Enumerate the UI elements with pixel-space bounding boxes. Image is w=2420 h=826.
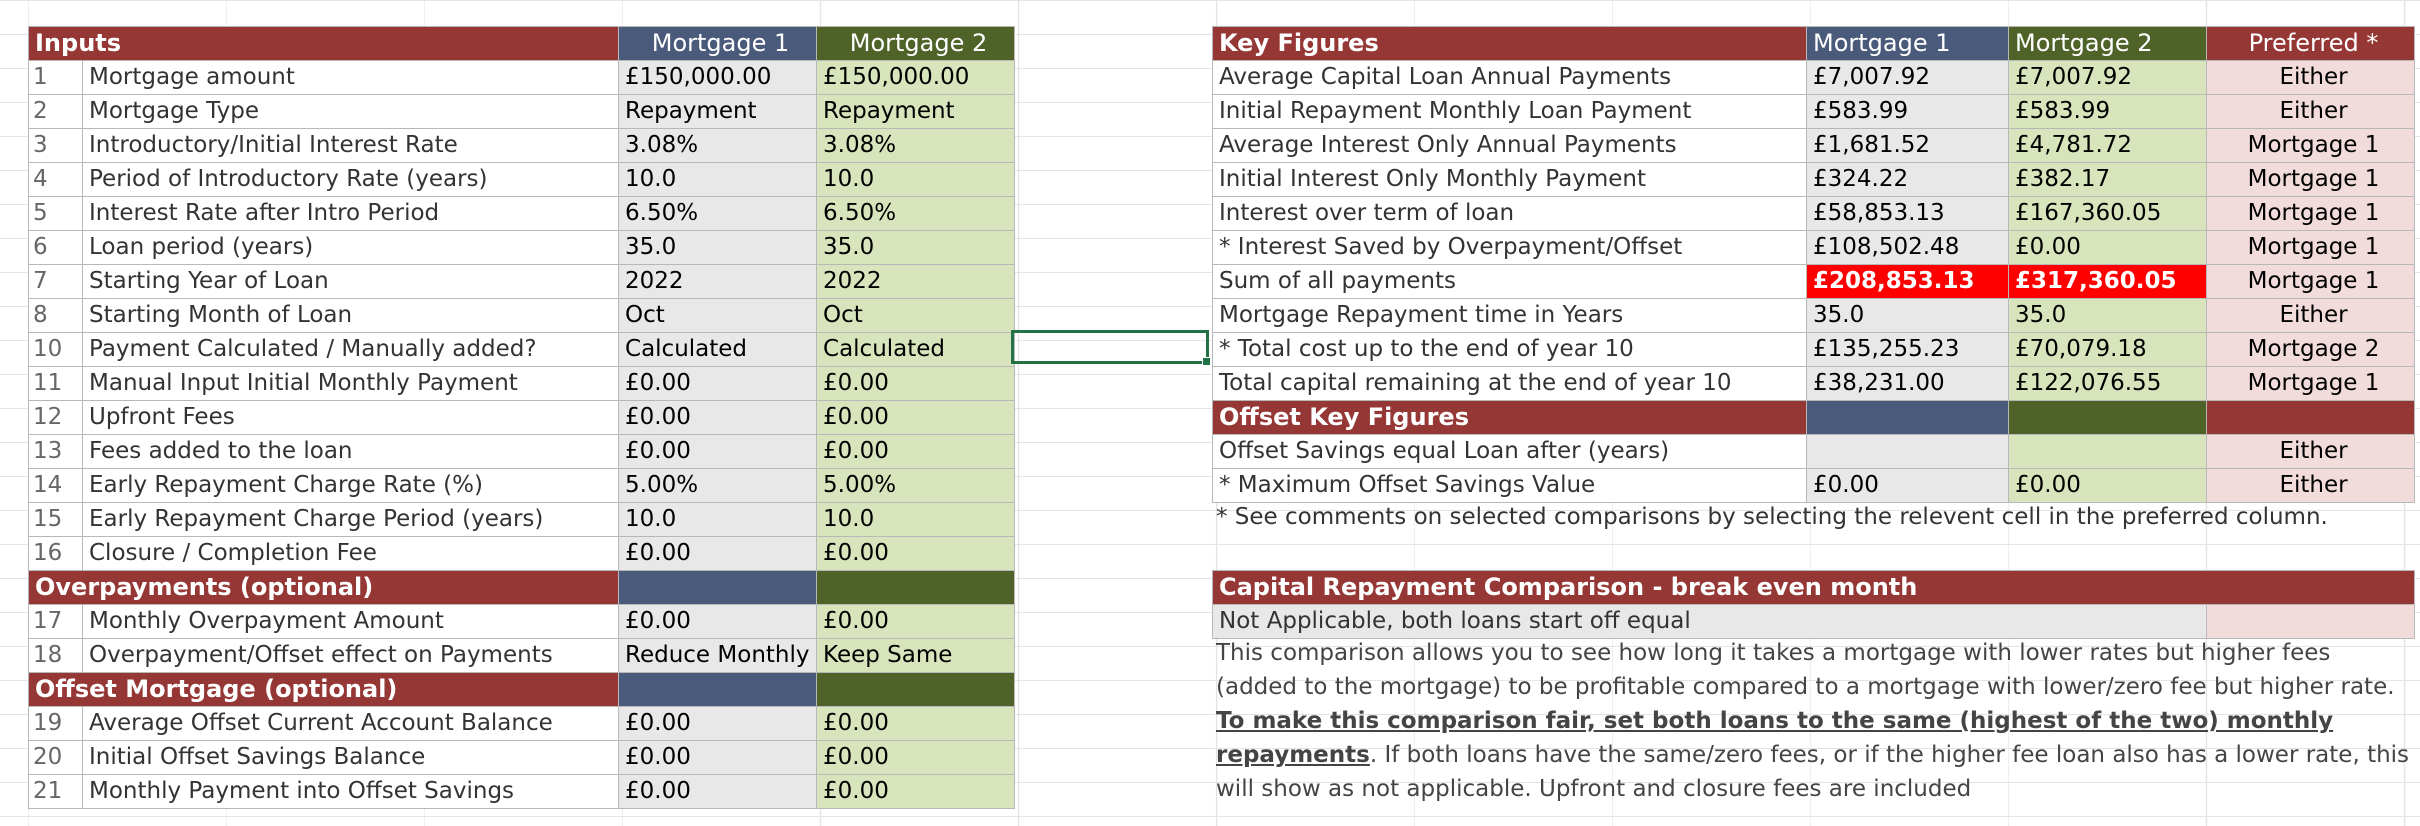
row-number: 1: [29, 61, 83, 95]
selected-cell-cursor[interactable]: [1011, 330, 1209, 364]
mortgage2-value[interactable]: 5.00%: [817, 469, 1015, 503]
row-number: 11: [29, 367, 83, 401]
input-row: [29, 775, 1015, 809]
preferred-value[interactable]: Either: [2207, 61, 2415, 95]
row-label: Early Repayment Charge Period (years): [83, 503, 619, 537]
input-row: [29, 299, 1015, 333]
key-figure-label: * Total cost up to the end of year 10: [1213, 333, 1807, 367]
mortgage1-value[interactable]: £583.99: [1807, 95, 2009, 129]
mortgage2-value[interactable]: Oct: [817, 299, 1015, 333]
description-text-1: This comparison allows you to see how long it takes a mortgage with lower rates but higher fees (added to the mortgage) to be profitable compared to a mortgage with lower/zero fee but higher rate.: [1216, 640, 2395, 700]
offset-mortgage-title: Offset Mortgage (optional): [29, 673, 619, 707]
key-figure-row: [1213, 197, 2415, 231]
row-label: Mortgage Type: [83, 95, 619, 129]
mortgage2-value[interactable]: Calculated: [817, 333, 1015, 367]
row-label: Overpayment/Offset effect on Payments: [83, 639, 619, 673]
preferred-value[interactable]: Either: [2207, 435, 2415, 469]
key-figure-row: [1213, 299, 2415, 333]
key-figure-row: [1213, 95, 2415, 129]
key-figure-row: [1213, 231, 2415, 265]
row-label: Monthly Overpayment Amount: [83, 605, 619, 639]
mortgage2-value[interactable]: 2022: [817, 265, 1015, 299]
row-label: Monthly Payment into Offset Savings: [83, 775, 619, 809]
mortgage2-value[interactable]: Keep Same: [817, 639, 1015, 673]
preferred-value[interactable]: Either: [2207, 299, 2415, 333]
key-figure-label: Mortgage Repayment time in Years: [1213, 299, 1807, 333]
mortgage1-value[interactable]: £0.00: [619, 367, 817, 401]
row-label: Mortgage amount: [83, 61, 619, 95]
capital-comparison-header-row: [1213, 571, 2415, 605]
mortgage1-value[interactable]: 3.08%: [619, 129, 817, 163]
key-figure-row: [1213, 61, 2415, 95]
mortgage1-value[interactable]: £0.00: [1807, 469, 2009, 503]
row-number: 21: [29, 775, 83, 809]
input-row: [29, 503, 1015, 537]
input-row: [29, 367, 1015, 401]
capital-comparison-title: Capital Repayment Comparison - break even month: [1213, 571, 2415, 605]
key-figure-label: Average Capital Loan Annual Payments: [1213, 61, 1807, 95]
inputs-mortgage1-header[interactable]: Mortgage 1: [619, 27, 817, 61]
mortgage2-value[interactable]: £0.00: [817, 401, 1015, 435]
fill-handle[interactable]: [1202, 357, 1211, 366]
mortgage2-value[interactable]: £382.17: [2009, 163, 2207, 197]
mortgage1-value[interactable]: £7,007.92: [1807, 61, 2009, 95]
row-label: Initial Offset Savings Balance: [83, 741, 619, 775]
mortgage2-value[interactable]: £583.99: [2009, 95, 2207, 129]
mortgage1-value[interactable]: 35.0: [1807, 299, 2009, 333]
input-row: [29, 61, 1015, 95]
key-figures-header-row: [1213, 27, 2415, 61]
mortgage2-value[interactable]: 35.0: [817, 231, 1015, 265]
inputs-mortgage2-header[interactable]: Mortgage 2: [817, 27, 1015, 61]
row-label: Upfront Fees: [83, 401, 619, 435]
key-figure-label: Sum of all payments: [1213, 265, 1807, 299]
row-label: Period of Introductory Rate (years): [83, 163, 619, 197]
row-number: 6: [29, 231, 83, 265]
key-figures-body: [1213, 27, 2415, 503]
mortgage2-value[interactable]: £0.00: [2009, 469, 2207, 503]
offset-mortgage-mortgage1-header: [619, 673, 817, 707]
mortgage2-value[interactable]: 35.0: [2009, 299, 2207, 333]
preferred-value[interactable]: Mortgage 1: [2207, 163, 2415, 197]
inputs-table: [28, 26, 1015, 809]
mortgage1-value[interactable]: £150,000.00: [619, 61, 817, 95]
mortgage1-value[interactable]: Oct: [619, 299, 817, 333]
mortgage1-value[interactable]: 6.50%: [619, 197, 817, 231]
row-label: Payment Calculated / Manually added?: [83, 333, 619, 367]
mortgage2-value[interactable]: £70,079.18: [2009, 333, 2207, 367]
preferred-value[interactable]: Either: [2207, 95, 2415, 129]
key-figure-label: Average Interest Only Annual Payments: [1213, 129, 1807, 163]
key-figure-row: [1213, 469, 2415, 503]
mortgage1-value[interactable]: £324.22: [1807, 163, 2009, 197]
row-number: 14: [29, 469, 83, 503]
overpayments-header-row: [29, 571, 1015, 605]
mortgage2-value[interactable]: £4,781.72: [2009, 129, 2207, 163]
mortgage2-value[interactable]: 6.50%: [817, 197, 1015, 231]
key-figure-label: Interest over term of loan: [1213, 197, 1807, 231]
input-row: [29, 401, 1015, 435]
description-bold-text: To make this comparison fair, set both loans to the same (highest of the two) monthly repayments: [1216, 708, 2334, 768]
mortgage2-value[interactable]: £0.00: [817, 775, 1015, 809]
row-label: Introductory/Initial Interest Rate: [83, 129, 619, 163]
mortgage1-value[interactable]: £0.00: [619, 537, 817, 571]
inputs-header-row: [29, 27, 1015, 61]
row-number: 18: [29, 639, 83, 673]
mortgage1-value[interactable]: £0.00: [619, 741, 817, 775]
input-row: [29, 639, 1015, 673]
offset-mortgage-header-row: [29, 673, 1015, 707]
input-row: [29, 265, 1015, 299]
mortgage1-value[interactable]: £0.00: [619, 401, 817, 435]
key-figure-row: [1213, 435, 2415, 469]
offset-key-figures-title: Offset Key Figures: [1213, 401, 1807, 435]
key-figures-mortgage2-header[interactable]: Mortgage 2: [2009, 27, 2207, 61]
mortgage2-value[interactable]: £0.00: [817, 367, 1015, 401]
preferred-value[interactable]: Mortgage 2: [2207, 333, 2415, 367]
mortgage2-value[interactable]: 10.0: [817, 503, 1015, 537]
offset-key-figures-preferred-header: [2207, 401, 2415, 435]
inputs-body: [29, 27, 1015, 809]
key-figure-label: Initial Interest Only Monthly Payment: [1213, 163, 1807, 197]
mortgage2-value[interactable]: £0.00: [817, 435, 1015, 469]
input-row: [29, 95, 1015, 129]
mortgage2-value[interactable]: £167,360.05: [2009, 197, 2207, 231]
input-row: [29, 231, 1015, 265]
mortgage1-value[interactable]: £38,231.00: [1807, 367, 2009, 401]
row-number: 3: [29, 129, 83, 163]
row-number: 16: [29, 537, 83, 571]
mortgage2-value[interactable]: [2009, 435, 2207, 469]
row-number: 15: [29, 503, 83, 537]
mortgage1-value[interactable]: £0.00: [619, 775, 817, 809]
mortgage2-value[interactable]: £122,076.55: [2009, 367, 2207, 401]
mortgage2-value[interactable]: 10.0: [817, 163, 1015, 197]
key-figure-label: * Interest Saved by Overpayment/Offset: [1213, 231, 1807, 265]
mortgage2-value[interactable]: £7,007.92: [2009, 61, 2207, 95]
mortgage1-value[interactable]: Calculated: [619, 333, 817, 367]
overpayments-title: Overpayments (optional): [29, 571, 619, 605]
mortgage1-value[interactable]: 35.0: [619, 231, 817, 265]
mortgage1-value[interactable]: 5.00%: [619, 469, 817, 503]
input-row: [29, 333, 1015, 367]
capital-comparison-description: [1216, 636, 2414, 806]
row-label: Starting Year of Loan: [83, 265, 619, 299]
mortgage1-value[interactable]: £108,502.48: [1807, 231, 2009, 265]
mortgage2-value[interactable]: £150,000.00: [817, 61, 1015, 95]
row-number: 7: [29, 265, 83, 299]
key-figure-row: [1213, 265, 2415, 299]
mortgage1-value[interactable]: £58,853.13: [1807, 197, 2009, 231]
mortgage1-value[interactable]: Repayment: [619, 95, 817, 129]
mortgage1-value[interactable]: 10.0: [619, 503, 817, 537]
mortgage2-value[interactable]: £0.00: [817, 707, 1015, 741]
key-figure-row: [1213, 163, 2415, 197]
input-row: [29, 435, 1015, 469]
preferred-value[interactable]: Either: [2207, 469, 2415, 503]
row-number: 5: [29, 197, 83, 231]
capital-comparison-result-pref[interactable]: [2207, 605, 2415, 639]
offset-key-figures-header-row: [1213, 401, 2415, 435]
row-number: 8: [29, 299, 83, 333]
row-label: Average Offset Current Account Balance: [83, 707, 619, 741]
row-number: 13: [29, 435, 83, 469]
offset-mortgage-mortgage2-header: [817, 673, 1015, 707]
row-label: Interest Rate after Intro Period: [83, 197, 619, 231]
capital-comparison-result-row: [1213, 605, 2415, 639]
key-figures-title: Key Figures: [1213, 27, 1807, 61]
preferred-value[interactable]: Mortgage 1: [2207, 197, 2415, 231]
key-figure-label: Offset Savings equal Loan after (years): [1213, 435, 1807, 469]
input-row: [29, 605, 1015, 639]
mortgage1-value[interactable]: £0.00: [619, 605, 817, 639]
key-figure-row: [1213, 129, 2415, 163]
row-label: Manual Input Initial Monthly Payment: [83, 367, 619, 401]
row-label: Early Repayment Charge Rate (%): [83, 469, 619, 503]
mortgage1-value[interactable]: £208,853.13: [1807, 265, 2009, 299]
preferred-value[interactable]: Mortgage 1: [2207, 367, 2415, 401]
key-figure-row: [1213, 333, 2415, 367]
mortgage1-value[interactable]: £0.00: [619, 435, 817, 469]
mortgage2-value[interactable]: £317,360.05: [2009, 265, 2207, 299]
input-row: [29, 741, 1015, 775]
mortgage1-value[interactable]: [1807, 435, 2009, 469]
mortgage2-value[interactable]: £0.00: [817, 605, 1015, 639]
input-row: [29, 163, 1015, 197]
row-number: 20: [29, 741, 83, 775]
input-row: [29, 197, 1015, 231]
offset-key-figures-mortgage2-header: [2009, 401, 2207, 435]
key-figure-label: Total capital remaining at the end of year 10: [1213, 367, 1807, 401]
input-row: [29, 469, 1015, 503]
row-number: 17: [29, 605, 83, 639]
mortgage1-value[interactable]: £1,681.52: [1807, 129, 2009, 163]
mortgage1-value[interactable]: 2022: [619, 265, 817, 299]
preferred-value[interactable]: Mortgage 1: [2207, 129, 2415, 163]
input-row: [29, 707, 1015, 741]
key-figure-label: * Maximum Offset Savings Value: [1213, 469, 1807, 503]
mortgage2-value[interactable]: Repayment: [817, 95, 1015, 129]
capital-comparison-table: [1212, 570, 2415, 639]
mortgage1-value[interactable]: 10.0: [619, 163, 817, 197]
key-figures-mortgage1-header[interactable]: Mortgage 1: [1807, 27, 2009, 61]
mortgage2-value[interactable]: 3.08%: [817, 129, 1015, 163]
input-row: [29, 129, 1015, 163]
row-number: 10: [29, 333, 83, 367]
description-text-2: . If both loans have the same/zero fees, or if the higher fee loan also has a lower rate, this will show as not applicable. Upfront and closure fees are included: [1216, 742, 2410, 802]
overpayments-mortgage2-header: [817, 571, 1015, 605]
row-label: Loan period (years): [83, 231, 619, 265]
preferred-value[interactable]: Mortgage 1: [2207, 231, 2415, 265]
mortgage1-value[interactable]: Reduce Monthly: [619, 639, 817, 673]
mortgage2-value[interactable]: £0.00: [817, 537, 1015, 571]
key-figure-row: [1213, 367, 2415, 401]
row-label: Starting Month of Loan: [83, 299, 619, 333]
mortgage2-value[interactable]: £0.00: [817, 741, 1015, 775]
key-figures-table: [1212, 26, 2415, 503]
row-number: 12: [29, 401, 83, 435]
row-number: 2: [29, 95, 83, 129]
preferred-value[interactable]: Mortgage 1: [2207, 265, 2415, 299]
overpayments-mortgage1-header: [619, 571, 817, 605]
row-number: 4: [29, 163, 83, 197]
offset-key-figures-mortgage1-header: [1807, 401, 2009, 435]
row-label: Fees added to the loan: [83, 435, 619, 469]
row-number: 19: [29, 707, 83, 741]
mortgage1-value[interactable]: £0.00: [619, 707, 817, 741]
mortgage2-value[interactable]: £0.00: [2009, 231, 2207, 265]
capital-comparison-result[interactable]: Not Applicable, both loans start off equal: [1213, 605, 2207, 639]
inputs-title: Inputs: [29, 27, 619, 61]
key-figures-preferred-header[interactable]: Preferred *: [2207, 27, 2415, 61]
mortgage1-value[interactable]: £135,255.23: [1807, 333, 2009, 367]
preferred-footnote: * See comments on selected comparisons by selecting the relevent cell in the preferred column.: [1216, 504, 2328, 530]
key-figure-label: Initial Repayment Monthly Loan Payment: [1213, 95, 1807, 129]
row-label: Closure / Completion Fee: [83, 537, 619, 571]
input-row: [29, 537, 1015, 571]
